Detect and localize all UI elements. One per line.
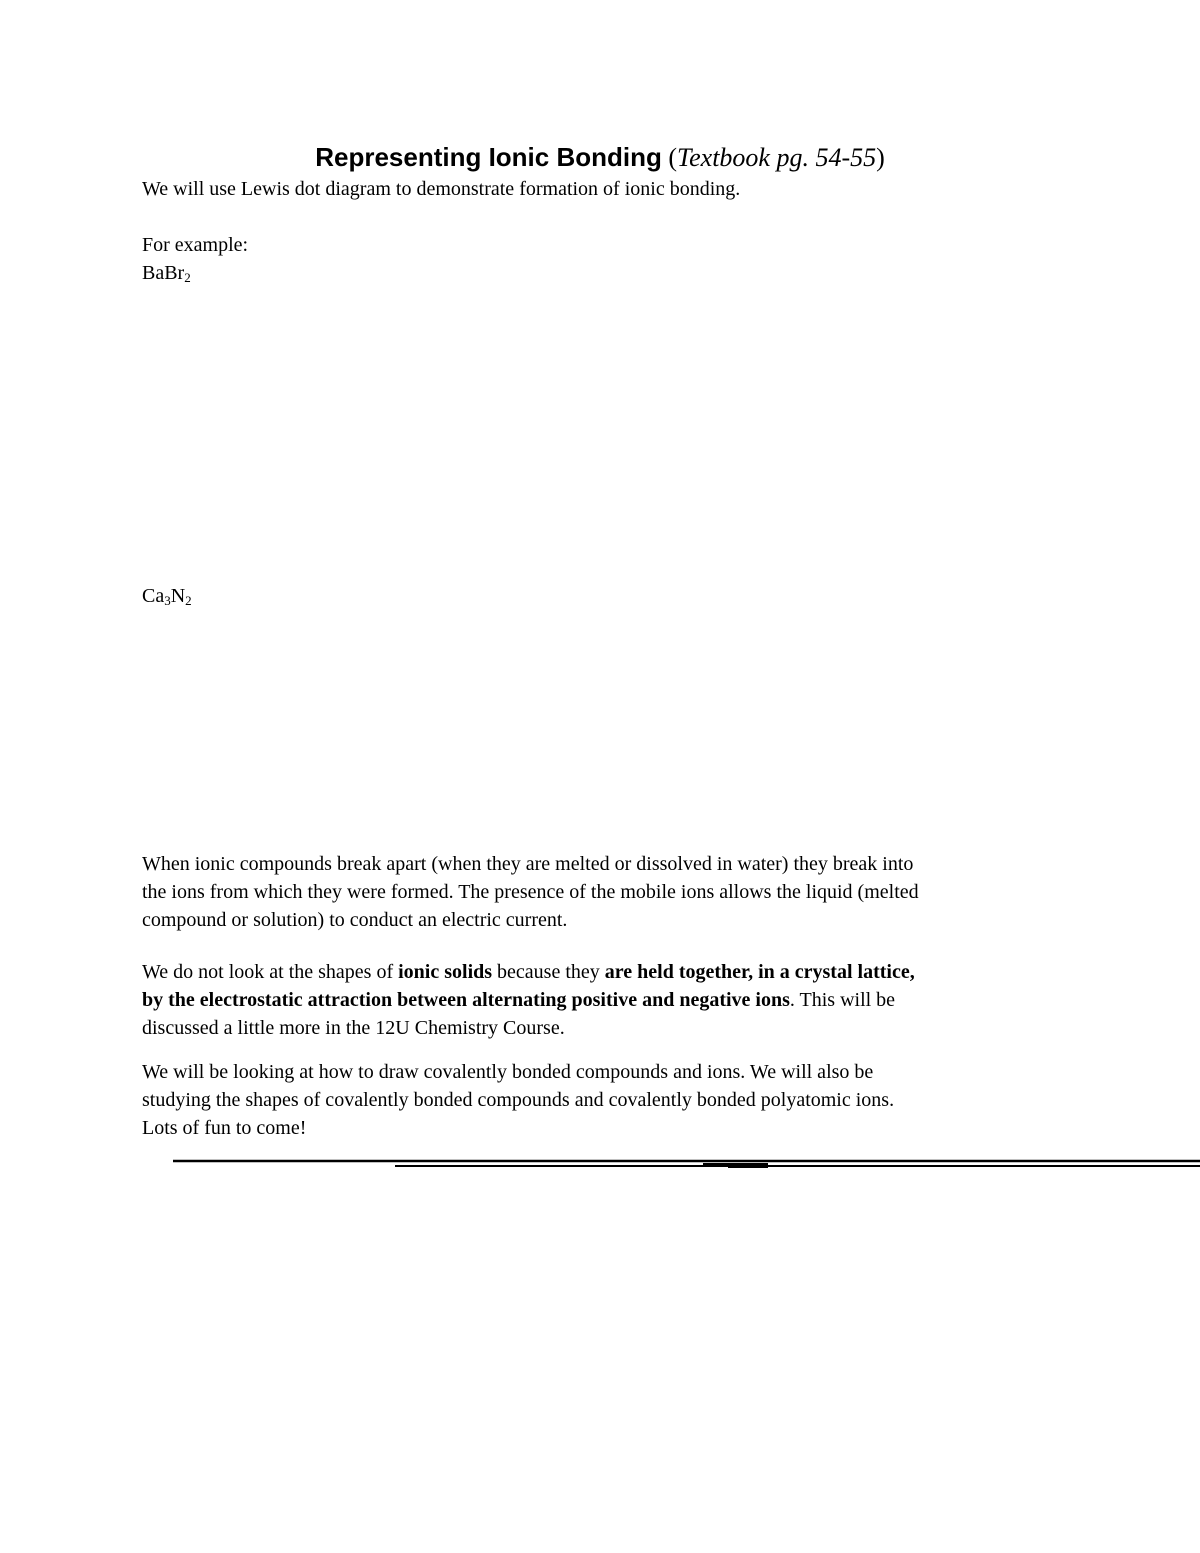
paragraph-line: compound or solution) to conduct an electric current. (142, 909, 568, 931)
page-title (0, 140, 1200, 175)
title-main: Representing Ionic Bonding (315, 142, 662, 172)
paragraph-line: When ionic compounds break apart (when they are melted or dissolved in water) they break into (142, 853, 914, 875)
formula-babr2: BaBr$_2$ (142, 262, 191, 285)
intro-text (142, 175, 1072, 203)
title-open-paren: ( (668, 143, 678, 172)
intro-line: We will use Lewis dot diagram to demonstrate formation of ionic bonding. (142, 178, 741, 200)
paragraph-line: We will be looking at how to draw covalently bonded compounds and ions. We will also be (142, 1061, 874, 1083)
paragraph-line: studying the shapes of covalently bonded compounds and covalently bonded polyatomic ions. (142, 1089, 895, 1111)
formula-ca3n2: $Ca_3N_2$ (142, 585, 192, 608)
example-label: For example: (142, 234, 249, 256)
paragraph-line: the ions from which they were formed. The presence of the mobile ions allows the liquid (melted (142, 881, 919, 903)
title-close-paren: ) (876, 143, 885, 172)
paragraph-ionic-solids (142, 958, 1072, 1042)
title-reference (668, 143, 884, 172)
textbook-reference: Textbook pg. 54-55 (677, 143, 877, 172)
paragraph-covalent (142, 1058, 1072, 1142)
paragraph-ionic-break-apart (142, 850, 1072, 934)
horizontal-rule-divider (0, 1150, 1200, 1174)
paragraph-line: We do not look at the shapes of ionic solids because they are held together, in a crystal lattice, (142, 961, 915, 983)
paragraph-line: Lots of fun to come! (142, 1117, 307, 1139)
paragraph-line: by the electrostatic attraction between alternating positive and negative ions. This will be (142, 989, 896, 1011)
paragraph-line: discussed a little more in the 12U Chemistry Course. (142, 1017, 565, 1039)
